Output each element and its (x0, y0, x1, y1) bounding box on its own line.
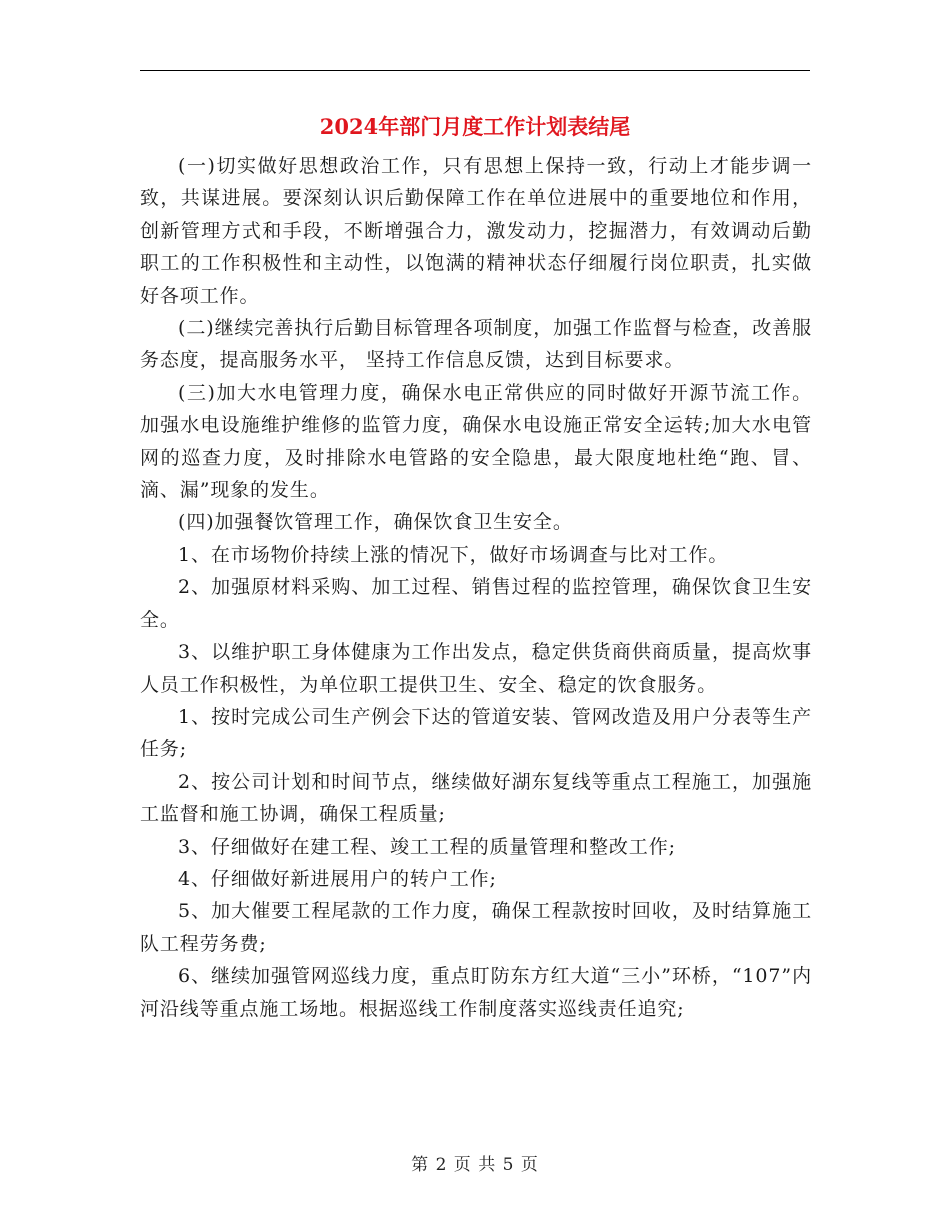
paragraph-political-work: (一)切实做好思想政治工作，只有思想上保持一致，行动上才能步调一致，共谋进展。要深刻认识后勤保障工作在单位进展中的重要地位和作用，创新管理方式和手段，不断增强合力，激发动力，挖掘潜力，有效调动后勤职工的工作积极性和主动性，以饱满的精神状态仔细履行岗位职责，扎实做好各项工作。 (140, 155, 812, 307)
paragraph-utilities-management: (三)加大水电管理力度，确保水电正常供应的同时做好开源节流工作。 加强水电设施维护维修的监管力度，确保水电设施正常安全运转;加大水电管网的巡查力度，及时排除水电管路的安全隐患，最大限度地杜绝“跑、冒、滴、漏”现象的发生。 (140, 381, 812, 502)
list-item: 3、以维护职工身体健康为工作出发点，稳定供货商供商质量，提高炊事人员工作积极性，为单位职工提供卫生、安全、稳定的饮食服务。 (140, 641, 812, 696)
list-item: 2、加强原材料采购、加工过程、销售过程的监控管理，确保饮食卫生安全。 (140, 576, 812, 631)
list-item: 6、继续加强管网巡线力度，重点盯防东方红大道“三小”环桥，“107”内河沿线等重点施工场地。根据巡线工作制度落实巡线责任追究; (140, 965, 812, 1020)
document-body (140, 150, 812, 1025)
paragraph-catering-heading: (四)加强餐饮管理工作，确保饮食卫生安全。 (178, 511, 573, 534)
list-item: 4、仔细做好新进展用户的转户工作; (178, 867, 497, 890)
paragraph-target-management: (二)继续完善执行后勤目标管理各项制度，加强工作监督与检查，改善服务态度，提高服务水平， 坚持工作信息反馈，达到目标要求。 (140, 317, 812, 372)
header-rule (140, 70, 810, 71)
list-item: 3、仔细做好在建工程、竣工工程的质量管理和整改工作; (178, 835, 676, 858)
list-item: 1、在市场物价持续上涨的情况下，做好市场调查与比对工作。 (178, 543, 729, 566)
document-title: 2024年部门月度工作计划表结尾 (319, 114, 631, 139)
list-item: 2、按公司计划和时间节点，继续做好湖东复线等重点工程施工，加强施工监督和施工协调，确保工程质量; (140, 770, 812, 826)
page-number: 第 2 页 共 5 页 (411, 1155, 539, 1175)
list-item: 1、按时完成公司生产例会下达的管道安装、管网改造及用户分表等生产任务; (140, 705, 812, 761)
list-item: 5、加大催要工程尾款的工作力度，确保工程款按时回收，及时结算施工队工程劳务费; (140, 900, 812, 955)
